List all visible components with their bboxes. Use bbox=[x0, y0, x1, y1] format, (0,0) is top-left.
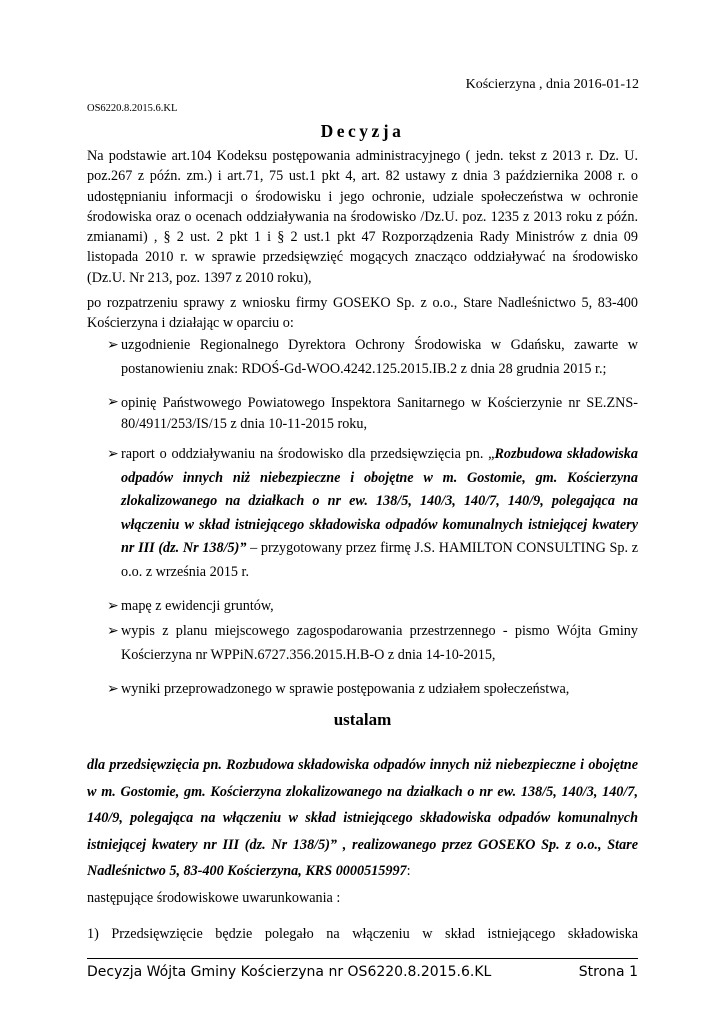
list-item-text: wyniki przeprowadzonego w sprawie postępowania z udziałem społeczeństwa, bbox=[121, 681, 570, 697]
list-item bbox=[107, 620, 638, 667]
list-item bbox=[107, 443, 638, 584]
project-name: Rozbudowa składowiska odpadów innych niż niebezpieczne i obojętne w m. Gostomie, gm. Kościerzyna zlokalizowanego na działkach o nr ew. 138/5, 140/3, 140/7, 140/9, polegająca na włączeniu w skład istniejącego składowiska odpadów komunalnych istniejącej kwatery nr III (dz. Nr 138/5)” bbox=[121, 446, 638, 556]
document-date: Kościerzyna , dnia 2016-01-12 bbox=[465, 77, 639, 92]
list-item-text: uzgodnienie Regionalnego Dyrektora Ochrony Środowiska w Gdańsku, zawarte w postanowieniu znak: RDOŚ-Gd-WOO.4242.125.2015.IB.2 z dnia 28 grudnia 2015 r.; bbox=[121, 337, 638, 377]
arrow-bullet-icon: ➢ bbox=[107, 338, 119, 353]
decision-heading: ustalam bbox=[333, 710, 392, 729]
footer-document-label: Decyzja Wójta Gminy Kościerzyna nr OS6220.8.2015.6.KL bbox=[87, 964, 492, 980]
arrow-bullet-icon: ➢ bbox=[107, 447, 119, 462]
list-item-text bbox=[121, 443, 638, 584]
list-item bbox=[107, 678, 638, 702]
list-item-text: mapę z ewidencji gruntów, bbox=[121, 598, 274, 614]
legal-basis-paragraph: Na podstawie art.104 Kodeksu postępowania administracyjnego ( jedn. tekst z 2013 r. Dz. U. poz.267 z późn. zm.) i art.71, 75 ust.1 pkt 4, art. 82 ustawy z dnia 3 października 2008 r. o udostępnianiu informacji o środowisku i jego ochronie, udziale społeczeństwa w ochronie środowiska oraz o ocenach oddziaływania na środowisko /Dz.U. poz. 1235 z 2013 roku z późn. zmianami) , § 2 ust. 2 pkt 1 i § 2 ust.1 pkt 47 Rozporządzenia Rady Ministrów z dnia 09 listopada 2010 r. w sprawie przedsięwzięć mogących znacząco oddziaływać na środowisko (Dz.U. Nr 213, poz. 1397 z 2010 roku), bbox=[87, 148, 638, 286]
reference-number: OS6220.8.2015.6.KL bbox=[87, 103, 178, 114]
decision-body-end: : bbox=[406, 863, 411, 879]
arrow-bullet-icon: ➢ bbox=[107, 395, 119, 410]
decision-body bbox=[87, 752, 638, 885]
list-item-text: opinię Państwowego Powiatowego Inspektora Sanitarnego w Kościerzynie nr SE.ZNS-80/4911/253/IS/15 z dnia 10-11-2015 roku, bbox=[121, 395, 638, 432]
page-number: Strona 1 bbox=[578, 964, 638, 980]
list-item bbox=[107, 334, 638, 381]
arrow-bullet-icon: ➢ bbox=[107, 682, 119, 697]
list-item bbox=[107, 595, 638, 619]
conditions-intro: następujące środowiskowe uwarunkowania : bbox=[87, 890, 341, 906]
list-item bbox=[107, 393, 638, 434]
list-item-text: wypis z planu miejscowego zagospodarowania przestrzennego - pismo Wójta Gminy Kościerzyna nr WPPiN.6727.356.2015.H.B-O z dnia 14-10-2015, bbox=[121, 623, 638, 663]
condition-item: 1) Przedsięwzięcie będzie polegało na włączeniu w skład istniejącego składowiska bbox=[87, 926, 638, 942]
report-prefix: raport o oddziaływaniu na środowisko dla przedsięwzięcia pn. „ bbox=[121, 446, 495, 462]
arrow-bullet-icon: ➢ bbox=[107, 624, 119, 639]
after-review-paragraph: po rozpatrzeniu sprawy z wniosku firmy GOSEKO Sp. z o.o., Stare Nadleśnictwo 5, 83-400 Kościerzyna i działając w oparciu o: bbox=[87, 295, 638, 332]
report-suffix: – przygotowany przez firmę J.S. HAMILTON CONSULTING Sp. z o.o. z września 2015 r. bbox=[121, 540, 638, 580]
arrow-bullet-icon: ➢ bbox=[107, 599, 119, 614]
footer-divider bbox=[87, 958, 638, 959]
decision-body-text: dla przedsięwzięcia pn. Rozbudowa składowiska odpadów innych niż niebezpieczne i obojętne w m. Gostomie, gm. Kościerzyna zlokalizowanego na działkach o nr ew. 138/5, 140/3, 140/7, 140/9, polegająca na włączeniu w skład istniejącego składowiska odpadów komunalnych istniejącej kwatery nr III (dz. Nr 138/5)” , realizowanego przez GOSEKO Sp. z o.o., Stare Nadleśnictwo 5, 83-400 Kościerzyna, KRS 0000515997 bbox=[87, 757, 638, 879]
document-title: Decyzja bbox=[320, 121, 405, 141]
